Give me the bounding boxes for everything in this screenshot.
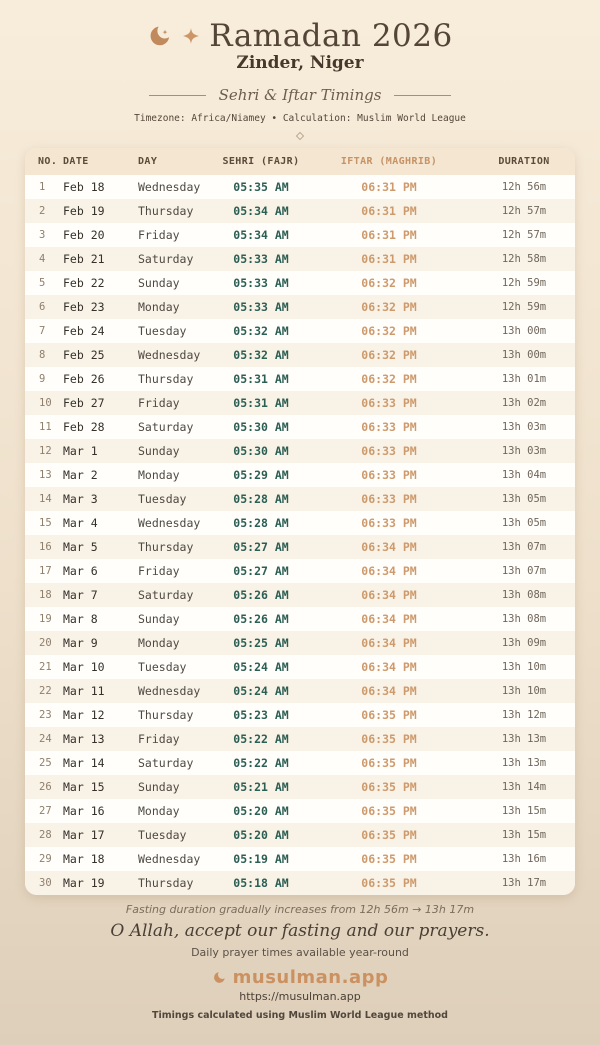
cell-day: Wednesday — [138, 684, 201, 698]
cell-date: Feb 21 — [63, 252, 105, 266]
table-row — [25, 751, 575, 775]
cell-iftar: 06:32 PM — [361, 276, 417, 290]
cell-sehri: 05:31 AM — [233, 396, 289, 410]
calculation-method-note: Timings calculated using Muslim World League method — [152, 1010, 448, 1021]
cell-no: 12 — [39, 445, 52, 457]
cell-iftar: 06:34 PM — [361, 612, 417, 626]
cell-iftar: 06:31 PM — [361, 228, 417, 242]
cell-iftar: 06:32 PM — [361, 324, 417, 338]
cell-date: Mar 11 — [63, 684, 105, 698]
cell-sehri: 05:32 AM — [233, 348, 289, 362]
header-day: DAY — [138, 156, 158, 167]
cell-duration: 12h 59m — [501, 301, 547, 313]
table-row — [25, 439, 575, 463]
cell-date: Mar 1 — [63, 444, 98, 458]
cell-sehri: 05:35 AM — [233, 180, 289, 194]
cell-day: Monday — [138, 636, 180, 650]
cell-sehri: 05:19 AM — [233, 852, 289, 866]
table-row — [25, 703, 575, 727]
cell-duration: 13h 04m — [501, 469, 547, 481]
table-row — [25, 583, 575, 607]
cell-no: 8 — [39, 349, 46, 361]
cell-duration: 13h 00m — [501, 349, 547, 361]
table-row — [25, 679, 575, 703]
cell-day: Thursday — [138, 708, 194, 722]
cell-day: Tuesday — [138, 492, 187, 506]
cell-day: Wednesday — [138, 852, 201, 866]
cell-duration: 13h 00m — [501, 325, 547, 337]
cell-iftar: 06:35 PM — [361, 852, 417, 866]
cell-no: 14 — [39, 493, 52, 505]
cell-no: 28 — [39, 829, 52, 841]
timings-table — [25, 148, 575, 895]
cell-date: Mar 15 — [63, 780, 105, 794]
cell-duration: 13h 03m — [501, 421, 547, 433]
cell-day: Wednesday — [138, 348, 201, 362]
timetable-card — [25, 148, 575, 895]
cell-iftar: 06:34 PM — [361, 564, 417, 578]
cell-no: 2 — [39, 205, 46, 217]
cell-duration: 13h 05m — [501, 517, 547, 529]
cell-date: Mar 3 — [63, 492, 98, 506]
crescent-moon-icon — [147, 23, 173, 49]
cell-date: Feb 19 — [63, 204, 105, 218]
cell-sehri: 05:30 AM — [233, 444, 289, 458]
cell-day: Saturday — [138, 588, 194, 602]
cell-sehri: 05:21 AM — [233, 780, 289, 794]
page-title: Ramadan 2026 — [209, 18, 453, 54]
cell-day: Monday — [138, 468, 180, 482]
header-no: NO. — [38, 156, 58, 167]
cell-day: Tuesday — [138, 324, 187, 338]
cell-day: Monday — [138, 804, 180, 818]
cell-sehri: 05:33 AM — [233, 252, 289, 266]
availability-text: Daily prayer times available year-round — [191, 946, 409, 959]
cell-date: Mar 9 — [63, 636, 98, 650]
table-row — [25, 247, 575, 271]
table-row — [25, 559, 575, 583]
cell-day: Sunday — [138, 444, 180, 458]
cell-sehri: 05:27 AM — [233, 540, 289, 554]
cell-date: Feb 25 — [63, 348, 105, 362]
cell-date: Mar 8 — [63, 612, 98, 626]
header-date: DATE — [63, 156, 89, 167]
cell-date: Mar 5 — [63, 540, 98, 554]
cell-date: Feb 27 — [63, 396, 105, 410]
divider-line-left — [149, 95, 206, 96]
cell-duration: 13h 12m — [501, 709, 547, 721]
cell-day: Friday — [138, 732, 180, 746]
cell-duration: 13h 03m — [501, 445, 547, 457]
cell-iftar: 06:32 PM — [361, 348, 417, 362]
cell-day: Wednesday — [138, 180, 201, 194]
table-row — [25, 655, 575, 679]
cell-day: Wednesday — [138, 516, 201, 530]
table-row — [25, 775, 575, 799]
cell-sehri: 05:29 AM — [233, 468, 289, 482]
cell-day: Saturday — [138, 252, 194, 266]
table-row — [25, 199, 575, 223]
cell-duration: 13h 10m — [501, 685, 547, 697]
cell-no: 7 — [39, 325, 46, 337]
cell-no: 9 — [39, 373, 46, 385]
cell-sehri: 05:23 AM — [233, 708, 289, 722]
cell-iftar: 06:35 PM — [361, 756, 417, 770]
cell-no: 18 — [39, 589, 52, 601]
cell-no: 15 — [39, 517, 52, 529]
dua-text: O Allah, accept our fasting and our prayers. — [110, 921, 490, 941]
cell-iftar: 06:35 PM — [361, 876, 417, 890]
cell-iftar: 06:32 PM — [361, 300, 417, 314]
cell-day: Sunday — [138, 780, 180, 794]
cell-sehri: 05:18 AM — [233, 876, 289, 890]
cell-no: 26 — [39, 781, 52, 793]
header-iftar: IFTAR (MAGHRIB) — [340, 156, 438, 167]
table-row — [25, 871, 575, 895]
cell-no: 20 — [39, 637, 52, 649]
cell-sehri: 05:22 AM — [233, 756, 289, 770]
cell-sehri: 05:24 AM — [233, 660, 289, 674]
cell-no: 23 — [39, 709, 52, 721]
cell-no: 10 — [39, 397, 52, 409]
cell-date: Feb 24 — [63, 324, 105, 338]
cell-date: Feb 18 — [63, 180, 105, 194]
cell-no: 21 — [39, 661, 52, 673]
brand-url[interactable]: https://musulman.app — [239, 990, 361, 1003]
cell-duration: 13h 15m — [501, 805, 547, 817]
cell-no: 27 — [39, 805, 52, 817]
cell-iftar: 06:33 PM — [361, 420, 417, 434]
cell-date: Mar 14 — [63, 756, 105, 770]
cell-no: 24 — [39, 733, 52, 745]
cell-duration: 12h 56m — [501, 181, 547, 193]
cell-iftar: 06:33 PM — [361, 396, 417, 410]
cell-day: Monday — [138, 300, 180, 314]
cell-duration: 13h 13m — [501, 757, 547, 769]
cell-day: Thursday — [138, 540, 194, 554]
cell-sehri: 05:33 AM — [233, 276, 289, 290]
cell-date: Mar 2 — [63, 468, 98, 482]
cell-no: 25 — [39, 757, 52, 769]
cell-date: Mar 4 — [63, 516, 98, 530]
table-header-row — [25, 148, 575, 175]
cell-no: 4 — [39, 253, 46, 265]
cell-day: Friday — [138, 396, 180, 410]
cell-iftar: 06:33 PM — [361, 444, 417, 458]
cell-sehri: 05:27 AM — [233, 564, 289, 578]
location-subtitle: Zinder, Niger — [236, 53, 364, 73]
cell-sehri: 05:22 AM — [233, 732, 289, 746]
cell-no: 5 — [39, 277, 46, 289]
header — [0, 0, 600, 139]
cell-duration: 13h 10m — [501, 661, 547, 673]
table-row — [25, 535, 575, 559]
table-row — [25, 847, 575, 871]
cell-sehri: 05:26 AM — [233, 612, 289, 626]
cell-iftar: 06:33 PM — [361, 516, 417, 530]
cell-iftar: 06:31 PM — [361, 252, 417, 266]
cell-duration: 13h 13m — [501, 733, 547, 745]
cell-no: 29 — [39, 853, 52, 865]
cell-date: Mar 16 — [63, 804, 105, 818]
fasting-duration-note: Fasting duration gradually increases from 12h 56m → 13h 17m — [125, 903, 475, 916]
cell-date: Feb 23 — [63, 300, 105, 314]
cell-sehri: 05:33 AM — [233, 300, 289, 314]
cell-date: Feb 28 — [63, 420, 105, 434]
cell-sehri: 05:30 AM — [233, 420, 289, 434]
timezone-calculation-meta: Timezone: Africa/Niamey • Calculation: Muslim World League — [134, 113, 466, 124]
cell-no: 19 — [39, 613, 52, 625]
cell-duration: 12h 58m — [501, 253, 547, 265]
brand-name: musulman.app — [232, 967, 389, 988]
cell-no: 22 — [39, 685, 52, 697]
cell-sehri: 05:25 AM — [233, 636, 289, 650]
cell-duration: 12h 59m — [501, 277, 547, 289]
cell-date: Mar 13 — [63, 732, 105, 746]
table-row — [25, 367, 575, 391]
cell-duration: 12h 57m — [501, 205, 547, 217]
table-row — [25, 823, 575, 847]
cell-iftar: 06:34 PM — [361, 540, 417, 554]
cell-duration: 13h 08m — [501, 589, 547, 601]
cell-day: Friday — [138, 564, 180, 578]
footer — [0, 903, 600, 1021]
title-row — [0, 18, 600, 54]
diamond-separator-icon — [296, 132, 304, 140]
cell-date: Feb 26 — [63, 372, 105, 386]
cell-day: Thursday — [138, 876, 194, 890]
cell-sehri: 05:28 AM — [233, 492, 289, 506]
crescent-moon-icon — [212, 970, 227, 985]
cell-no: 30 — [39, 877, 52, 889]
table-row — [25, 319, 575, 343]
cell-duration: 13h 01m — [501, 373, 547, 385]
cell-day: Sunday — [138, 612, 180, 626]
cell-sehri: 05:20 AM — [233, 828, 289, 842]
table-row — [25, 727, 575, 751]
table-row — [25, 343, 575, 367]
cell-no: 6 — [39, 301, 46, 313]
cell-no: 3 — [39, 229, 46, 241]
cell-sehri: 05:32 AM — [233, 324, 289, 338]
table-row — [25, 391, 575, 415]
cell-sehri: 05:26 AM — [233, 588, 289, 602]
cell-day: Friday — [138, 228, 180, 242]
cell-duration: 13h 07m — [501, 541, 547, 553]
table-header — [25, 148, 575, 175]
table-row — [25, 295, 575, 319]
table-row — [25, 415, 575, 439]
table-row — [25, 607, 575, 631]
cell-day: Sunday — [138, 276, 180, 290]
sparkle-icon — [182, 27, 200, 45]
cell-date: Mar 6 — [63, 564, 98, 578]
cell-date: Mar 10 — [63, 660, 105, 674]
cell-iftar: 06:35 PM — [361, 780, 417, 794]
cell-iftar: 06:33 PM — [361, 468, 417, 482]
cell-iftar: 06:35 PM — [361, 732, 417, 746]
cell-duration: 13h 14m — [501, 781, 547, 793]
cell-sehri: 05:20 AM — [233, 804, 289, 818]
cell-no: 11 — [39, 421, 52, 433]
table-row — [25, 799, 575, 823]
divider-line-right — [394, 95, 451, 96]
cell-date: Mar 12 — [63, 708, 105, 722]
cell-sehri: 05:31 AM — [233, 372, 289, 386]
cell-iftar: 06:34 PM — [361, 588, 417, 602]
table-body — [25, 175, 575, 895]
cell-duration: 13h 07m — [501, 565, 547, 577]
header-sehri: SEHRI (FAJR) — [222, 156, 300, 167]
cell-iftar: 06:31 PM — [361, 204, 417, 218]
table-row — [25, 463, 575, 487]
table-row — [25, 487, 575, 511]
subtitle-text: Sehri & Iftar Timings — [218, 86, 382, 104]
cell-date: Mar 18 — [63, 852, 105, 866]
cell-no: 16 — [39, 541, 52, 553]
cell-day: Tuesday — [138, 828, 187, 842]
cell-date: Feb 20 — [63, 228, 105, 242]
cell-iftar: 06:35 PM — [361, 708, 417, 722]
section-subtitle — [0, 86, 600, 104]
table-row — [25, 631, 575, 655]
cell-duration: 13h 08m — [501, 613, 547, 625]
cell-day: Tuesday — [138, 660, 187, 674]
cell-iftar: 06:34 PM — [361, 636, 417, 650]
cell-date: Mar 19 — [63, 876, 105, 890]
cell-duration: 12h 57m — [501, 229, 547, 241]
cell-iftar: 06:31 PM — [361, 180, 417, 194]
cell-duration: 13h 17m — [501, 877, 547, 889]
cell-duration: 13h 15m — [501, 829, 547, 841]
brand-link[interactable] — [0, 967, 600, 988]
cell-iftar: 06:34 PM — [361, 660, 417, 674]
table-row — [25, 175, 575, 199]
cell-date: Mar 17 — [63, 828, 105, 842]
cell-iftar: 06:32 PM — [361, 372, 417, 386]
cell-date: Feb 22 — [63, 276, 105, 290]
cell-duration: 13h 02m — [501, 397, 547, 409]
header-duration: DURATION — [498, 156, 550, 167]
cell-iftar: 06:35 PM — [361, 828, 417, 842]
cell-day: Saturday — [138, 756, 194, 770]
table-row — [25, 271, 575, 295]
table-row — [25, 223, 575, 247]
cell-duration: 13h 16m — [501, 853, 547, 865]
cell-day: Saturday — [138, 420, 194, 434]
cell-iftar: 06:34 PM — [361, 684, 417, 698]
cell-day: Thursday — [138, 372, 194, 386]
cell-duration: 13h 05m — [501, 493, 547, 505]
cell-duration: 13h 09m — [501, 637, 547, 649]
table-row — [25, 511, 575, 535]
cell-day: Thursday — [138, 204, 194, 218]
cell-sehri: 05:28 AM — [233, 516, 289, 530]
cell-date: Mar 7 — [63, 588, 98, 602]
cell-no: 17 — [39, 565, 52, 577]
cell-iftar: 06:35 PM — [361, 804, 417, 818]
cell-sehri: 05:34 AM — [233, 228, 289, 242]
cell-no: 13 — [39, 469, 52, 481]
cell-sehri: 05:24 AM — [233, 684, 289, 698]
cell-no: 1 — [39, 181, 46, 193]
cell-iftar: 06:33 PM — [361, 492, 417, 506]
cell-sehri: 05:34 AM — [233, 204, 289, 218]
